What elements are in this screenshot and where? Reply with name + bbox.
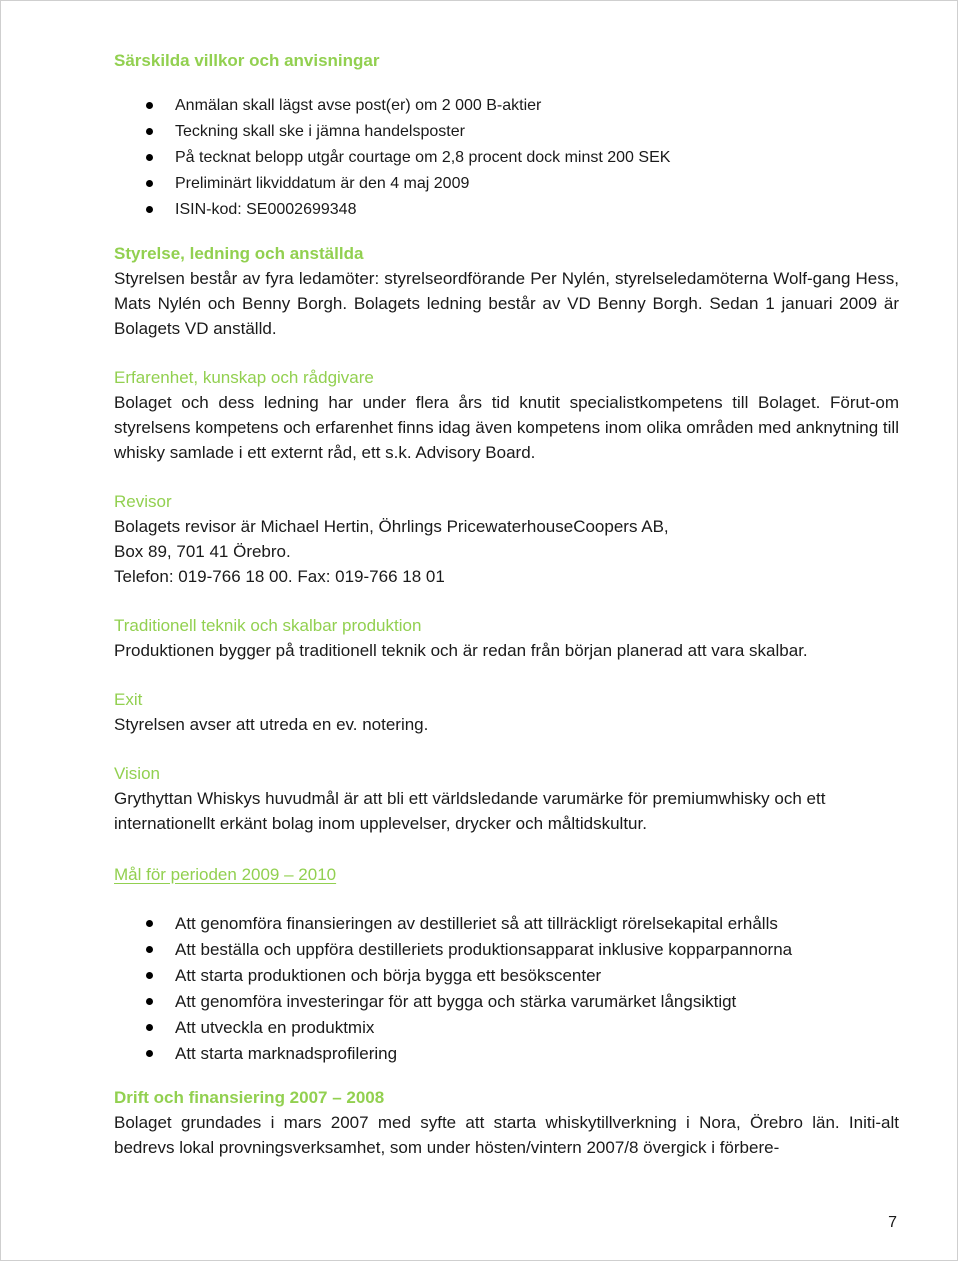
heading-drift-och-finansiering: Drift och finansiering 2007 – 2008 [114,1088,385,1107]
page-content [114,48,899,1160]
heading-styrelse: Styrelse, ledning och anställda [114,244,364,263]
list-item: Preliminärt likviddatum är den 4 maj 2009 [114,171,899,197]
erfarenhet-text: Bolaget och dess ledning har under flera års tid knutit specialistkompetens till Bolaget. Förut-om styrelsens kompetens och erfarenhet finns idag även kompetens inom olika områden med anknytning till whisky samlade i ett externt råd, ett s.k. Advisory Board. [114,393,899,462]
traditionell-teknik-text: Produktionen bygger på traditionell teknik och är redan från början planerad att vara skalbar. [114,641,808,660]
heading-vision: Vision [114,764,160,783]
heading-exit: Exit [114,690,143,709]
exit-text: Styrelsen avser att utreda en ev. notering. [114,715,429,734]
list-item: Att genomföra investeringar för att bygga och stärka varumärket långsiktigt [114,989,899,1015]
styrelse-text: Styrelsen består av fyra ledamöter: styrelseordförande Per Nylén, styrelseledamöterna Wolf-gang Hess, Mats Nylén och Benny Borgh. Bolagets ledning består av VD Benny Borgh. Sedan 1 januari 2009 är Bolagets VD anställd. [114,269,899,338]
list-item: Anmälan skall lägst avse post(er) om 2 000 B-aktier [114,93,899,119]
revisor-line-2: Box 89, 701 41 Örebro. [114,542,291,561]
mal-list [114,911,899,1067]
vision-text: Grythyttan Whiskys huvudmål är att bli ett världsledande varumärke för premiumwhisky och ett internationellt erkänt bolag inom upplevelser, drycker och måltidskultur. [114,789,826,833]
heading-mal-for-perioden: Mål för perioden 2009 – 2010 [114,865,337,884]
list-item: Att beställa och uppföra destilleriets produktionsapparat inklusive kopparpannorna [114,937,899,963]
revisor-line-1: Bolagets revisor är Michael Hertin, Öhrlings PricewaterhouseCoopers AB, [114,517,669,536]
drift-text: Bolaget grundades i mars 2007 med syfte att starta whiskytillverkning i Nora, Örebro län. Initi-alt bedrevs lokal provningsverksamhet, som under hösten/vintern 2007/8 övergick i förbere- [114,1113,899,1157]
villkor-list [114,93,899,223]
list-item: På tecknat belopp utgår courtage om 2,8 procent dock minst 200 SEK [114,145,899,171]
heading-revisor: Revisor [114,492,172,511]
list-item: Teckning skall ske i jämna handelsposter [114,119,899,145]
heading-traditionell-teknik: Traditionell teknik och skalbar produktion [114,616,422,635]
page-number: 7 [888,1214,897,1231]
list-item: ISIN-kod: SE0002699348 [114,197,899,223]
heading-sarskilda-villkor: Särskilda villkor och anvisningar [114,51,380,70]
heading-erfarenhet: Erfarenhet, kunskap och rådgivare [114,368,374,387]
list-item: Att genomföra finansieringen av destilleriet så att tillräckligt rörelsekapital erhålls [114,911,899,937]
list-item: Att utveckla en produktmix [114,1015,899,1041]
revisor-line-3: Telefon: 019-766 18 00. Fax: 019-766 18 01 [114,567,445,586]
list-item: Att starta marknadsprofilering [114,1041,899,1067]
list-item: Att starta produktionen och börja bygga ett besökscenter [114,963,899,989]
